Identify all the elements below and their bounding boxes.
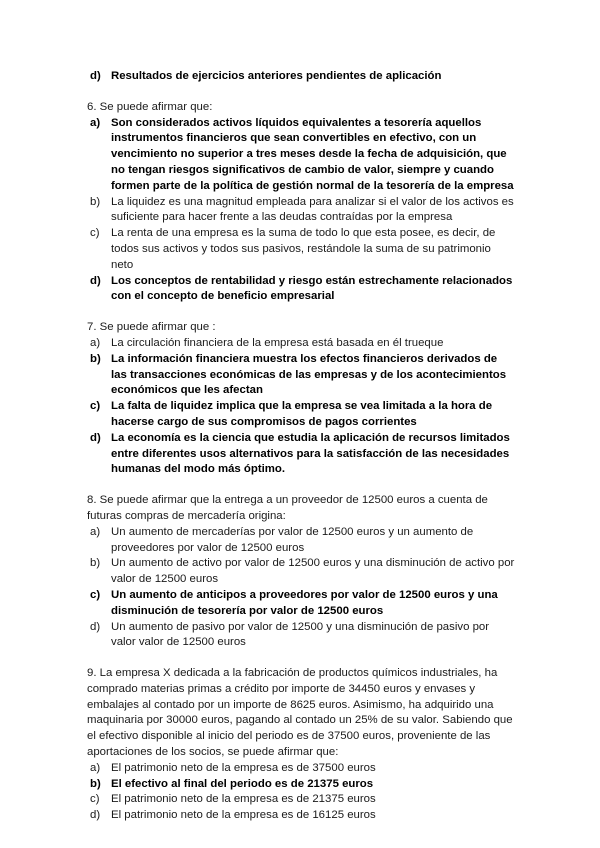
option-letter: b) — [90, 352, 101, 365]
option-text: La economía es la ciencia que estudia la aplicación de recursos limitados entre diferentes usos alternativos para la satisfacción de las necesidades humanas del modo más óptimo. — [111, 431, 510, 476]
option-text: El efectivo al final del periodo es de 21375 euros — [111, 777, 374, 790]
question-9 — [87, 666, 515, 824]
option-letter: d) — [90, 70, 101, 82]
answer-options — [87, 525, 515, 651]
option-letter: d) — [90, 809, 101, 822]
option-c — [90, 588, 515, 620]
option-b — [90, 195, 515, 227]
answer-options — [87, 761, 515, 824]
option-letter: b) — [90, 777, 101, 790]
option-c — [90, 399, 515, 431]
question-7 — [87, 320, 515, 478]
option-letter: b) — [90, 557, 101, 570]
question-stem: 8. Se puede afirmar que la entrega a un proveedor de 12500 euros a cuenta de futuras compras de mercadería origina: — [87, 494, 488, 522]
previous-question-tail — [87, 69, 515, 85]
answer-options — [87, 336, 515, 478]
option-text: Un aumento de pasivo por valor de 12500 y una disminución de pasivo por valor valor de 12500 euros — [111, 620, 490, 649]
option-d — [90, 69, 515, 85]
option-text: Un aumento de anticipos a proveedores por valor de 12500 euros y una disminución de tesorería por valor de 12500 euros — [111, 588, 498, 617]
option-text: La circulación financiera de la empresa está basada en él trueque — [111, 336, 444, 349]
option-text: La liquidez es una magnitud empleada para analizar si el valor de los activos es suficiente para hacer frente a las deudas contraídas por la empresa — [111, 195, 514, 224]
option-c — [90, 226, 515, 273]
option-a — [90, 761, 515, 777]
option-letter: a) — [90, 525, 101, 538]
option-text: Un aumento de activo por valor de 12500 euros y una disminución de activo por valor de 12500 euros — [111, 557, 515, 586]
question-stem: 6. Se puede afirmar que: — [87, 100, 213, 113]
option-text: La información financiera muestra los efectos financieros derivados de las transacciones económicas de las empresas y de los acontecimientos económicos que les afectan — [111, 352, 507, 397]
question-8 — [87, 493, 515, 651]
option-letter: d) — [90, 274, 101, 287]
option-a — [90, 525, 515, 557]
option-c — [90, 792, 515, 808]
option-letter: a) — [90, 336, 101, 349]
option-letter: c) — [90, 400, 101, 413]
answer-options — [87, 116, 515, 306]
option-letter: a) — [90, 761, 101, 774]
option-d — [90, 431, 515, 478]
option-b — [90, 556, 515, 588]
option-text: El patrimonio neto de la empresa es de 37500 euros — [111, 761, 376, 774]
option-text: La renta de una empresa es la suma de todo lo que esta posee, es decir, de todos sus activos y todos sus pasivos, restándole la suma de su patrimonio neto — [111, 227, 496, 271]
option-text: Los conceptos de rentabilidad y riesgo están estrechamente relacionados con el concepto de beneficio empresarial — [111, 274, 513, 303]
option-text: Son considerados activos líquidos equivalentes a tesorería aquellos instrumentos financieros que sean convertibles en efectivo, con un vencimiento no superior a tres meses desde la fecha de adquisición, que no tengan riesgos significativos de cambio de valor, siempre y cuando formen parte de la política de gestión normal de la tesorería de la empresa — [111, 116, 514, 192]
option-letter: c) — [90, 227, 100, 240]
option-letter: d) — [90, 620, 101, 633]
question-6 — [87, 100, 515, 305]
option-text: El patrimonio neto de la empresa es de 21375 euros — [111, 793, 376, 806]
option-a — [90, 116, 515, 195]
option-a — [90, 336, 515, 352]
option-letter: d) — [90, 431, 101, 444]
option-letter: c) — [90, 793, 100, 806]
option-b — [90, 777, 515, 793]
option-text: Un aumento de mercaderías por valor de 12500 euros y un aumento de proveedores por valor de 12500 euros — [111, 525, 474, 554]
option-text: Resultados de ejercicios anteriores pendientes de aplicación — [111, 70, 442, 82]
option-letter: c) — [90, 588, 101, 601]
question-stem: 9. La empresa X dedicada a la fabricación de productos químicos industriales, ha comprado materias primas a crédito por importe de 34450 euros y envases y embalajes al contado por un importe de 8625 euros. Asimismo, ha adquirido una maquinaria por 30000 euros, pagando al contado un 25% de su valor. Sabiendo que el efectivo disponible al inicio del periodo es de 37500 euros, proveniente de las aportaciones de los socios, se puede afirmar que: — [87, 667, 513, 759]
option-d — [90, 808, 515, 824]
option-d — [90, 620, 515, 652]
option-b — [90, 352, 515, 399]
option-d — [90, 274, 515, 306]
option-letter: a) — [90, 116, 101, 129]
question-stem: 7. Se puede afirmar que : — [87, 321, 216, 334]
option-text: El patrimonio neto de la empresa es de 16125 euros — [111, 809, 376, 822]
option-letter: b) — [90, 195, 101, 208]
option-text: La falta de liquidez implica que la empresa se vea limitada a la hora de hacerse cargo de sus compromisos de pagos corrientes — [111, 400, 493, 428]
